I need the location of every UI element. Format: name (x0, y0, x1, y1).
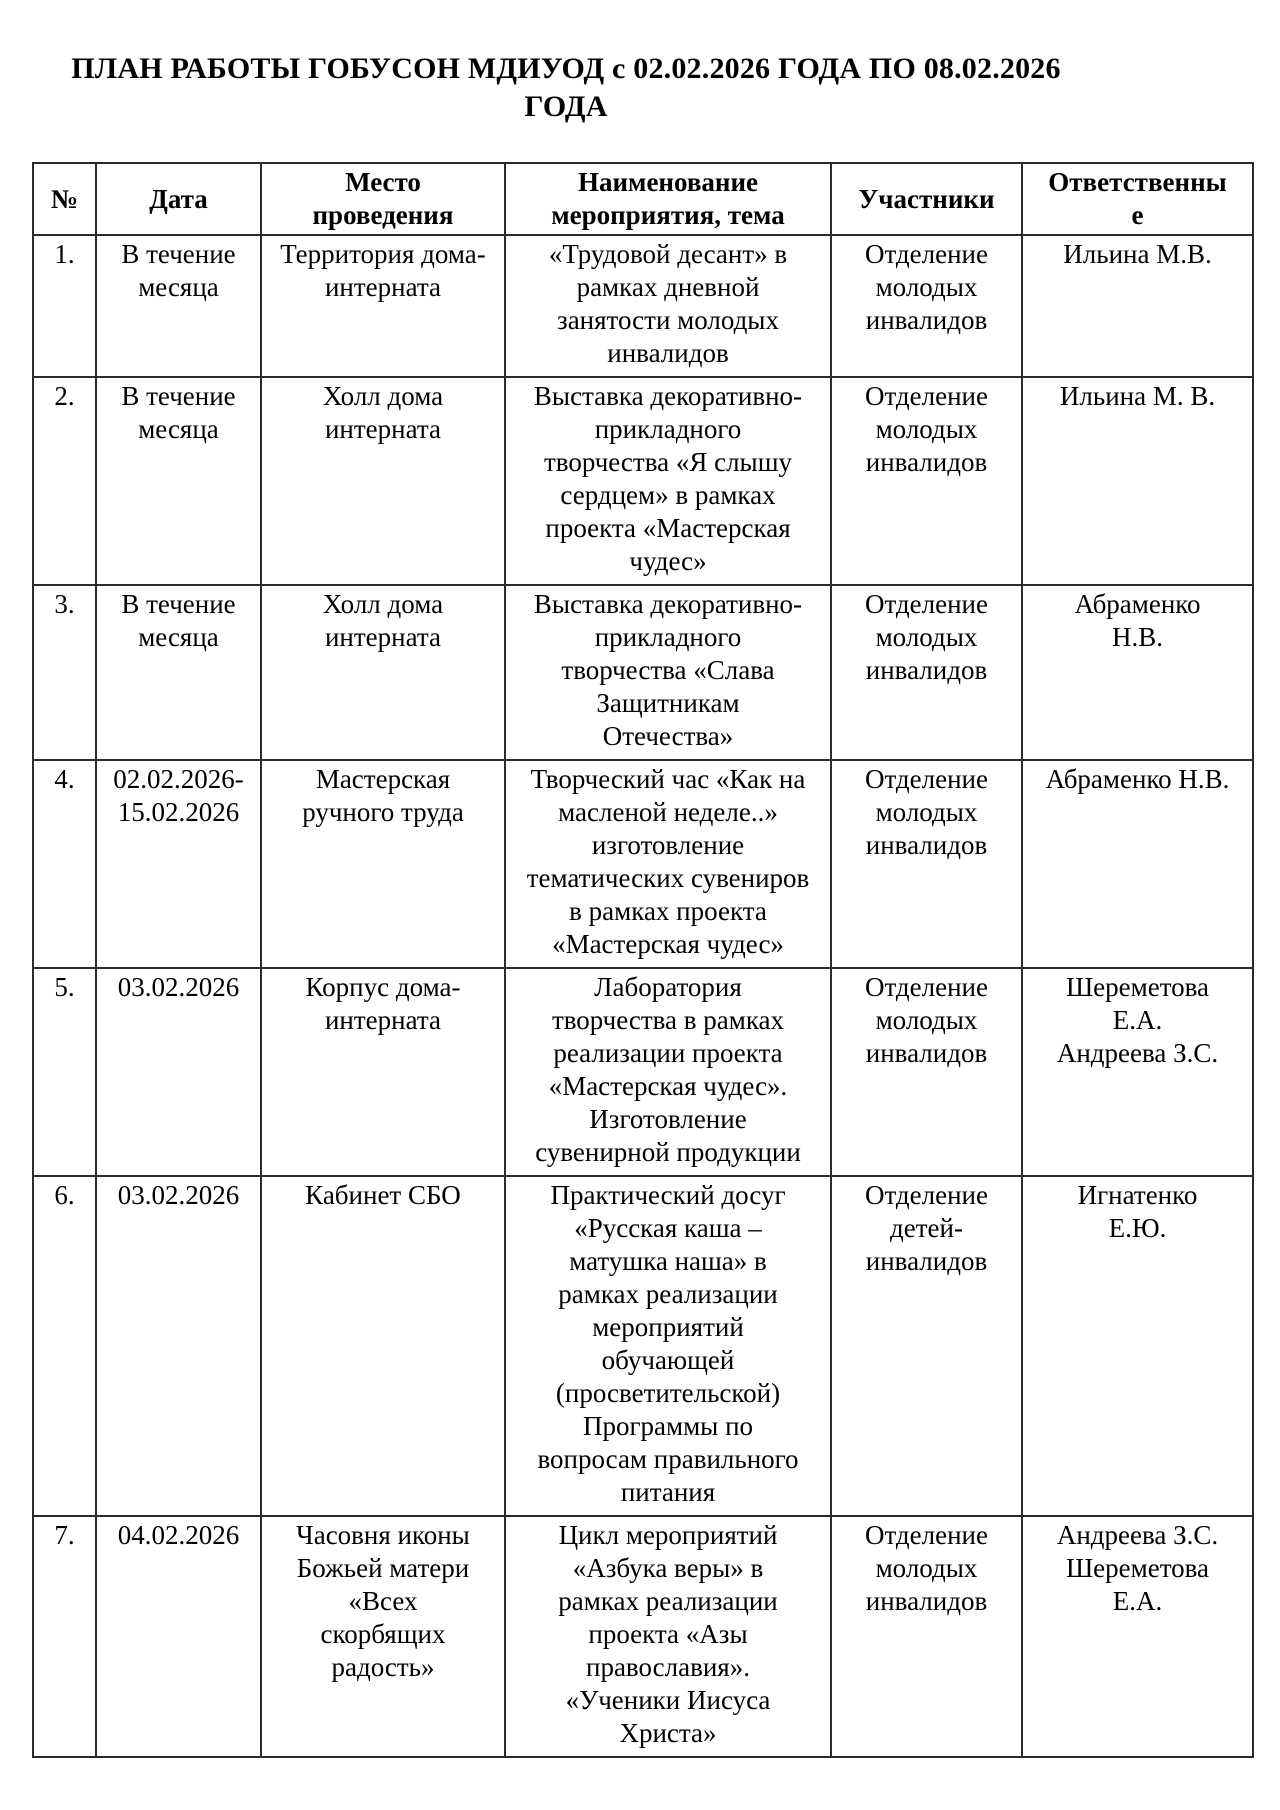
cell-text-line: молодых (875, 1553, 978, 1583)
cell-text-line: № (50, 183, 79, 214)
cell-event (505, 1176, 831, 1516)
table-row (33, 968, 1253, 1176)
cell-participants (831, 235, 1022, 377)
cell-text-line: Мастерская (315, 764, 451, 794)
cell-text-line: Лаборатория (594, 972, 742, 1002)
cell-num (33, 1176, 96, 1516)
cell-participants (831, 760, 1022, 968)
page-title (32, 50, 1100, 126)
cell-text-line: инвалидов (865, 1038, 988, 1068)
cell-text-line: Программы по (582, 1411, 754, 1441)
cell-text-line: инвалидов (865, 830, 988, 860)
table-body (33, 235, 1253, 1757)
cell-text-line: «Азбука веры» в (572, 1553, 764, 1583)
cell-text-line: интерната (324, 272, 442, 302)
cell-date (96, 760, 261, 968)
cell-responsible (1022, 377, 1253, 585)
cell-text-line: Выставка декоративно- (533, 589, 803, 619)
cell-text-line: «Мастерская чудес». (548, 1071, 788, 1101)
cell-text-line: проведения (312, 200, 454, 230)
column-header-responsible (1022, 163, 1253, 235)
cell-text-line: Отделение (864, 764, 988, 794)
cell-responsible (1022, 585, 1253, 760)
cell-text-line: Творческий час «Как на (530, 764, 806, 794)
cell-text-line: инвалидов (865, 447, 988, 477)
cell-text-line: 04.02.2026 (117, 1520, 240, 1550)
cell-text-line: «Всех (348, 1586, 418, 1616)
cell-text-line: 7. (54, 1520, 75, 1550)
column-header-event (505, 163, 831, 235)
table-row (33, 760, 1253, 968)
cell-text-line: Шереметова (1065, 972, 1210, 1002)
cell-text-line: скорбящих (320, 1619, 446, 1649)
cell-event (505, 1516, 831, 1757)
cell-text-line: молодых (875, 414, 978, 444)
cell-text-line: тематических сувениров (526, 863, 810, 893)
cell-text-line: масленой неделе..» (558, 797, 778, 827)
cell-text-line: Холл дома (322, 589, 444, 619)
cell-text-line: Ильина М.В. (1063, 239, 1212, 269)
cell-participants (831, 377, 1022, 585)
cell-participants (831, 1516, 1022, 1757)
cell-text-line: Отделение (864, 589, 988, 619)
cell-text-line: творчества «Я слышу (544, 447, 792, 477)
cell-text-line: 03.02.2026 (117, 1180, 240, 1210)
cell-text-line: 6. (54, 1180, 75, 1210)
cell-place (261, 760, 505, 968)
cell-date (96, 1176, 261, 1516)
cell-date (96, 585, 261, 760)
cell-responsible (1022, 1176, 1253, 1516)
cell-participants (831, 1176, 1022, 1516)
cell-text-line: реализации проекта (553, 1038, 783, 1068)
cell-text-line: сувенирной продукции (535, 1137, 801, 1167)
cell-text-line: инвалидов (865, 1246, 988, 1276)
cell-text-line: «Русская каша – (574, 1213, 762, 1243)
cell-text-line: интерната (324, 414, 442, 444)
cell-text-line: радость» (331, 1652, 435, 1682)
cell-text-line: Отделение (864, 239, 988, 269)
cell-text-line: Место (345, 167, 421, 197)
cell-text-line: Выставка декоративно- (533, 381, 803, 411)
cell-event (505, 760, 831, 968)
cell-text-line: Отделение (864, 972, 988, 1002)
cell-text-line: вопросам правильного (537, 1444, 799, 1474)
cell-text-line: творчества «Слава (561, 655, 775, 685)
cell-text-line: занятости молодых (557, 305, 779, 335)
cell-responsible (1022, 760, 1253, 968)
cell-text-line: молодых (875, 1005, 978, 1035)
cell-text-line: рамках реализации (558, 1279, 778, 1309)
cell-text-line: мероприятий (592, 1312, 744, 1342)
cell-text-line: рамках дневной (576, 272, 760, 302)
cell-text-line: Участники (858, 183, 995, 214)
cell-text-line: Изготовление (589, 1104, 747, 1134)
cell-place (261, 235, 505, 377)
table-header (33, 163, 1253, 235)
cell-text-line: 1. (54, 239, 75, 269)
cell-participants (831, 968, 1022, 1176)
cell-event (505, 235, 831, 377)
cell-text-line: рамках реализации (558, 1586, 778, 1616)
cell-text-line: Христа» (619, 1718, 717, 1748)
cell-text-line: 15.02.2026 (117, 797, 240, 827)
cell-text-line: матушка наша» в (569, 1246, 767, 1276)
cell-text-line: е (1131, 200, 1144, 230)
cell-text-line: прикладного (594, 622, 742, 652)
cell-responsible (1022, 1516, 1253, 1757)
cell-text-line: «Мастерская чудес» (552, 929, 784, 959)
column-header-place (261, 163, 505, 235)
cell-text-line: 5. (54, 972, 75, 1002)
cell-participants (831, 585, 1022, 760)
cell-date (96, 1516, 261, 1757)
cell-text-line: 3. (54, 589, 75, 619)
cell-text-line: Ответственны (1048, 167, 1227, 197)
cell-text-line: мероприятия, тема (551, 200, 785, 230)
cell-text-line: Ильина М. В. (1059, 381, 1216, 411)
table-row (33, 235, 1253, 377)
cell-text-line: интерната (324, 622, 442, 652)
table-row (33, 1176, 1253, 1516)
cell-text-line: Отечества» (602, 721, 734, 751)
cell-place (261, 1516, 505, 1757)
cell-date (96, 968, 261, 1176)
title-line-1: ПЛАН РАБОТЫ ГОБУСОН МДИУОД с 02.02.2026 ГОДА ПО 08.02.2026 (71, 52, 1061, 85)
cell-num (33, 1516, 96, 1757)
cell-place (261, 968, 505, 1176)
cell-date (96, 235, 261, 377)
cell-responsible (1022, 235, 1253, 377)
cell-text-line: обучающей (601, 1345, 735, 1375)
cell-text-line: Отделение (864, 1180, 988, 1210)
cell-text-line: Кабинет СБО (305, 1180, 461, 1210)
cell-text-line: месяца (138, 272, 219, 302)
cell-text-line: «Трудовой десант» в (548, 239, 788, 269)
table-row (33, 1516, 1253, 1757)
cell-text-line: Практический досуг (550, 1180, 786, 1210)
cell-text-line: 4. (54, 764, 75, 794)
cell-event (505, 968, 831, 1176)
cell-text-line: Наименование (578, 167, 758, 197)
cell-text-line: Е.Ю. (1108, 1213, 1167, 1243)
cell-text-line: молодых (875, 797, 978, 827)
cell-text-line: сердцем» в рамках (560, 480, 776, 510)
cell-text-line: 02.02.2026- (113, 764, 244, 794)
cell-text-line: Абраменко (1074, 589, 1201, 619)
cell-text-line: Е.А. (1112, 1005, 1163, 1035)
cell-text-line: В течение (121, 589, 236, 619)
cell-text-line: Андреева З.С. (1056, 1038, 1219, 1068)
cell-text-line: «Ученики Иисуса (565, 1685, 771, 1715)
cell-text-line: Дата (149, 183, 208, 214)
cell-text-line: молодых (875, 272, 978, 302)
cell-text-line: Андреева З.С. (1056, 1520, 1219, 1550)
cell-text-line: (просветительской) (555, 1378, 781, 1408)
column-header-date (96, 163, 261, 235)
column-header-num (33, 163, 96, 235)
column-header-participants (831, 163, 1022, 235)
cell-text-line: месяца (138, 622, 219, 652)
cell-num (33, 235, 96, 377)
cell-text-line: В течение (121, 381, 236, 411)
cell-text-line: Территория дома- (280, 239, 486, 269)
cell-text-line: Шереметова (1065, 1553, 1210, 1583)
cell-place (261, 585, 505, 760)
cell-date (96, 377, 261, 585)
cell-text-line: В течение (121, 239, 236, 269)
cell-text-line: православия». (586, 1652, 750, 1682)
cell-text-line: Н.В. (1111, 622, 1163, 652)
cell-text-line: проекта «Азы (588, 1619, 748, 1649)
cell-text-line: Абраменко Н.В. (1045, 764, 1230, 794)
cell-text-line: ручного труда (302, 797, 464, 827)
cell-text-line: месяца (138, 414, 219, 444)
cell-text-line: творчества в рамках (551, 1005, 785, 1035)
cell-num (33, 968, 96, 1176)
cell-event (505, 585, 831, 760)
cell-place (261, 377, 505, 585)
table-header-row (33, 163, 1253, 235)
cell-text-line: инвалидов (865, 1586, 988, 1616)
cell-text-line: 2. (54, 381, 75, 411)
cell-text-line: Корпус дома- (305, 972, 461, 1002)
cell-text-line: инвалидов (865, 305, 988, 335)
cell-place (261, 1176, 505, 1516)
cell-text-line: питания (620, 1477, 716, 1507)
cell-text-line: интерната (324, 1005, 442, 1035)
cell-num (33, 760, 96, 968)
title-line-2: ГОДА (524, 90, 608, 123)
cell-text-line: Отделение (864, 1520, 988, 1550)
cell-text-line: Часовня иконы (296, 1520, 470, 1550)
cell-text-line: молодых (875, 622, 978, 652)
table-row (33, 585, 1253, 760)
table-row (33, 377, 1253, 585)
cell-text-line: проекта «Мастерская (545, 513, 791, 543)
cell-text-line: инвалидов (865, 655, 988, 685)
cell-text-line: Холл дома (322, 381, 444, 411)
cell-text-line: Отделение (864, 381, 988, 411)
cell-responsible (1022, 968, 1253, 1176)
cell-num (33, 377, 96, 585)
cell-text-line: прикладного (594, 414, 742, 444)
cell-text-line: Божьей матери (296, 1553, 470, 1583)
cell-text-line: Игнатенко (1077, 1180, 1198, 1210)
cell-text-line: 03.02.2026 (117, 972, 240, 1002)
cell-text-line: Цикл мероприятий (558, 1520, 778, 1550)
cell-text-line: Е.А. (1112, 1586, 1163, 1616)
cell-text-line: изготовление (591, 830, 745, 860)
cell-text-line: инвалидов (607, 338, 729, 368)
cell-num (33, 585, 96, 760)
cell-text-line: Защитникам (596, 688, 740, 718)
cell-text-line: чудес» (629, 546, 707, 576)
cell-event (505, 377, 831, 585)
plan-table (32, 162, 1254, 1758)
cell-text-line: в рамках проекта (569, 896, 767, 926)
cell-text-line: детей- (890, 1213, 963, 1243)
